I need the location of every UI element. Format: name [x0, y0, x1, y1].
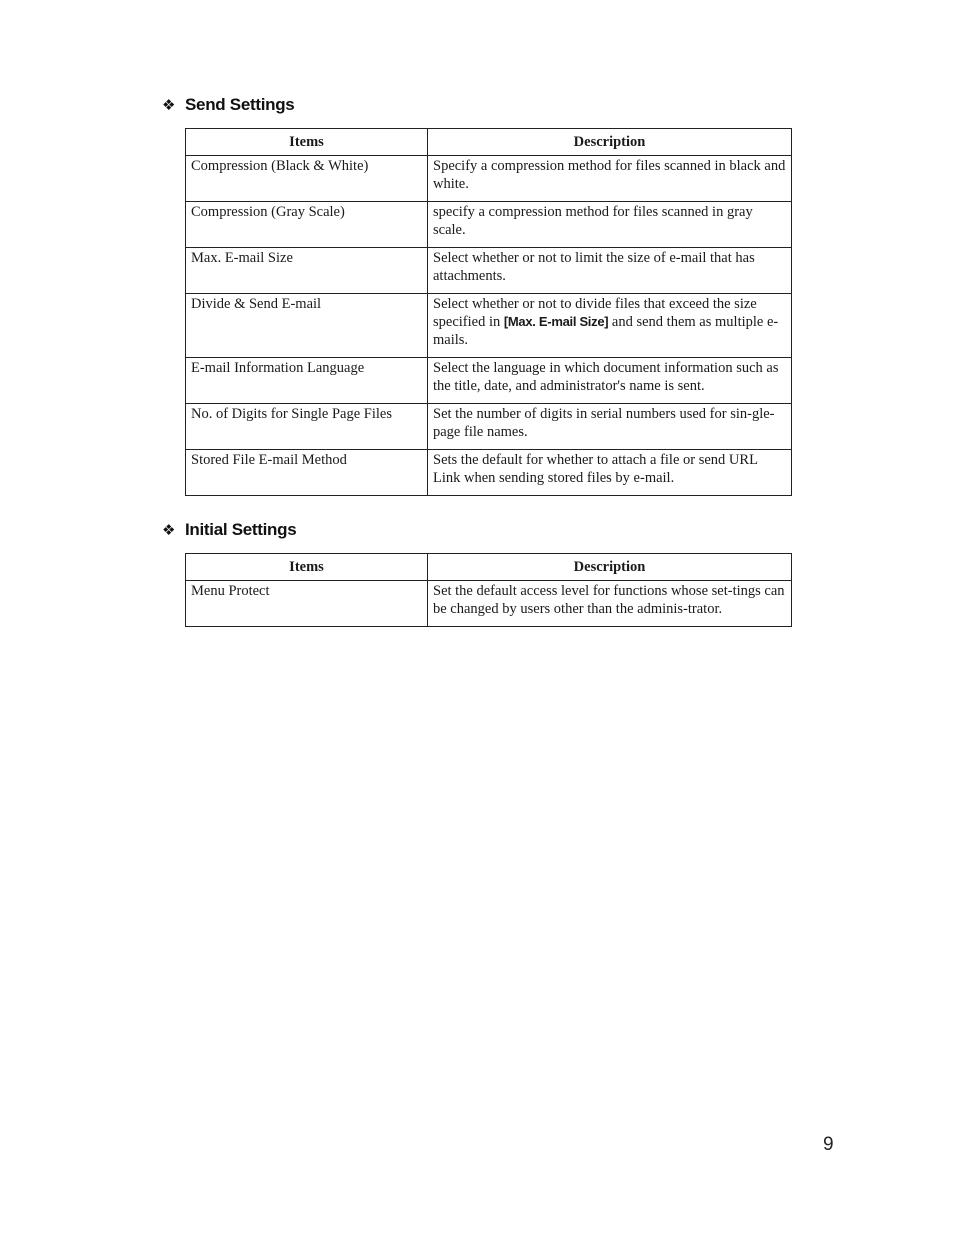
diamond-bullet-icon: ❖	[162, 96, 176, 114]
table-row	[186, 294, 792, 358]
table-row	[186, 202, 792, 248]
item-cell: Compression (Gray Scale)	[186, 202, 428, 248]
initial-settings-table	[185, 553, 792, 627]
description-cell	[428, 294, 792, 358]
description-column-header: Description	[428, 129, 792, 156]
table-row	[186, 156, 792, 202]
table-row	[186, 404, 792, 450]
item-cell: Compression (Black & White)	[186, 156, 428, 202]
item-cell: Menu Protect	[186, 581, 428, 627]
item-cell: E-mail Information Language	[186, 358, 428, 404]
description-cell: specify a compression method for files scanned in gray scale.	[428, 202, 792, 248]
description-text-before: Select whether or not to divide files that exceed the size specified in	[433, 296, 757, 330]
table-header-row	[186, 554, 792, 581]
initial-settings-heading	[162, 520, 296, 540]
item-cell: Stored File E-mail Method	[186, 450, 428, 496]
items-column-header: Items	[186, 554, 428, 581]
description-cell: Set the default access level for functions whose set-tings can be changed by users other than the adminis-trator.	[428, 581, 792, 627]
items-column-header: Items	[186, 129, 428, 156]
table-row	[186, 248, 792, 294]
send-settings-table	[185, 128, 792, 496]
send-settings-title: Send Settings	[185, 95, 295, 114]
description-text-after: and send them as multiple e-mails.	[433, 314, 779, 348]
diamond-bullet-icon: ❖	[162, 521, 176, 539]
initial-settings-title: Initial Settings	[185, 520, 297, 539]
description-cell: Select the language in which document information such as the title, date, and administrator's name is sent.	[428, 358, 792, 404]
description-cell: Set the number of digits in serial numbers used for sin-gle-page file names.	[428, 404, 792, 450]
description-cell: Select whether or not to limit the size of e-mail that has attachments.	[428, 248, 792, 294]
table-row	[186, 581, 792, 627]
description-column-header: Description	[428, 554, 792, 581]
description-cell: Sets the default for whether to attach a file or send URL Link when sending stored files by e-mail.	[428, 450, 792, 496]
page-number: 9	[823, 1134, 834, 1155]
item-cell: Divide & Send E-mail	[186, 294, 428, 358]
table-row	[186, 450, 792, 496]
table-row	[186, 358, 792, 404]
item-cell: Max. E-mail Size	[186, 248, 428, 294]
table-header-row	[186, 129, 792, 156]
max-email-size-reference: [Max. E-mail Size]	[503, 314, 609, 329]
send-settings-heading	[162, 95, 294, 115]
description-cell: Specify a compression method for files scanned in black and white.	[428, 156, 792, 202]
item-cell: No. of Digits for Single Page Files	[186, 404, 428, 450]
